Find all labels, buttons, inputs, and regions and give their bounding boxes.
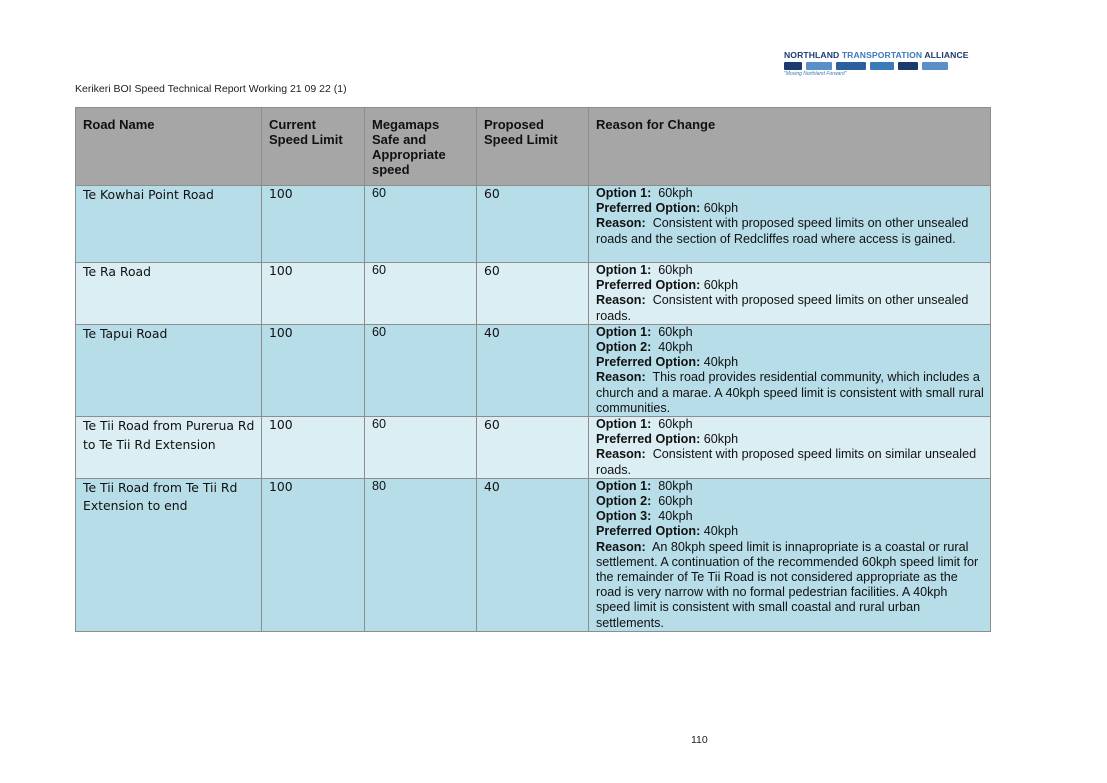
partner-logo <box>836 62 866 70</box>
speed-limit-table <box>75 107 991 632</box>
preferred-option: Preferred Option: 60kph <box>596 201 739 216</box>
current-speed: 100 <box>262 324 365 416</box>
table-row <box>76 324 991 416</box>
partner-logo <box>870 62 894 70</box>
reason-cell <box>589 186 991 263</box>
option-1: Option 1: 60kph <box>596 186 693 200</box>
option-1: Option 1: 60kph <box>596 263 693 277</box>
preferred-option: Preferred Option: 60kph <box>596 278 739 293</box>
logo-word-transportation: TRANSPORTATION <box>841 50 923 60</box>
option-3: Option 3: 40kph <box>596 509 693 524</box>
current-speed: 100 <box>262 417 365 479</box>
current-speed: 100 <box>262 263 365 325</box>
road-name: Te Ra Road <box>76 263 262 325</box>
document-header: Kerikeri BOI Speed Technical Report Working 21 09 22 (1) <box>75 83 347 95</box>
preferred-option: Preferred Option: 40kph <box>596 355 739 370</box>
northland-transportation-alliance-logo <box>784 50 969 82</box>
reason-cell <box>589 478 991 631</box>
road-name: Te Tapui Road <box>76 324 262 416</box>
logo-title <box>784 50 969 60</box>
table-row <box>76 417 991 479</box>
current-speed: 100 <box>262 478 365 631</box>
proposed-speed: 40 <box>477 324 589 416</box>
logo-word-northland: NORTHLAND <box>784 50 840 60</box>
reason-text: Reason: Consistent with proposed speed limits on similar unsealed roads. <box>596 447 977 477</box>
proposed-speed: 60 <box>477 186 589 263</box>
option-1: Option 1: 80kph <box>596 478 693 493</box>
megamaps-speed: 60 <box>365 186 477 263</box>
reason-cell <box>589 417 991 479</box>
megamaps-speed: 60 <box>365 263 477 325</box>
partner-logos <box>784 62 952 70</box>
table-row <box>76 263 991 325</box>
reason-text: Reason: Consistent with proposed speed limits on other unsealed roads. <box>596 293 969 323</box>
partner-logo <box>922 62 948 70</box>
road-name: Te Kowhai Point Road <box>76 186 262 263</box>
proposed-speed: 60 <box>477 417 589 479</box>
preferred-option: Preferred Option: 40kph <box>596 524 739 539</box>
megamaps-speed: 80 <box>365 478 477 631</box>
table-header-row <box>76 108 991 186</box>
header-current-speed: Current Speed Limit <box>262 108 365 186</box>
current-speed: 100 <box>262 186 365 263</box>
header-proposed-speed: Proposed Speed Limit <box>477 108 589 186</box>
option-1: Option 1: 60kph <box>596 417 693 432</box>
logo-word-alliance: ALLIANCE <box>924 50 969 60</box>
proposed-speed: 60 <box>477 263 589 325</box>
road-name: Te Tii Road from Purerua Rd to Te Tii Rd Extension <box>76 417 262 479</box>
header-megamaps-speed: Megamaps Safe and Appropriate speed <box>365 108 477 186</box>
road-name: Te Tii Road from Te Tii Rd Extension to end <box>76 478 262 631</box>
partner-logo <box>898 62 918 70</box>
table-row <box>76 186 991 263</box>
proposed-speed: 40 <box>477 478 589 631</box>
reason-cell <box>589 324 991 416</box>
reason-cell <box>589 263 991 325</box>
partner-logo <box>784 62 802 70</box>
preferred-option: Preferred Option: 60kph <box>596 432 739 447</box>
reason-text: Reason: Consistent with proposed speed limits on other unsealed roads and the section of Redcliffes road where access is gained. <box>596 216 969 246</box>
megamaps-speed: 60 <box>365 417 477 479</box>
option-2: Option 2: 60kph <box>596 494 693 509</box>
megamaps-speed: 60 <box>365 324 477 416</box>
option-1: Option 1: 60kph <box>596 324 693 339</box>
header-road-name: Road Name <box>76 108 262 186</box>
reason-text: Reason: An 80kph speed limit is innapropriate is a coastal or rural settlement. A continuation of the recommended 60kph speed limit for the remainder of Te Tii Road is not considered appropriate as the road is very narrow with no formal pedestrian facilities. A 40kph speed limit is consistent with small coastal and rural urban settlements. <box>596 539 979 630</box>
header-reason: Reason for Change <box>589 108 991 186</box>
logo-tagline: "Moving Northland Forward" <box>784 71 847 77</box>
page-number: 110 <box>691 734 708 746</box>
option-2: Option 2: 40kph <box>596 340 693 355</box>
reason-text: Reason: This road provides residential community, which includes a church and a marae. A 40kph speed limit is consistent with small rural communities. <box>596 370 984 415</box>
table-row <box>76 478 991 631</box>
partner-logo <box>806 62 832 70</box>
